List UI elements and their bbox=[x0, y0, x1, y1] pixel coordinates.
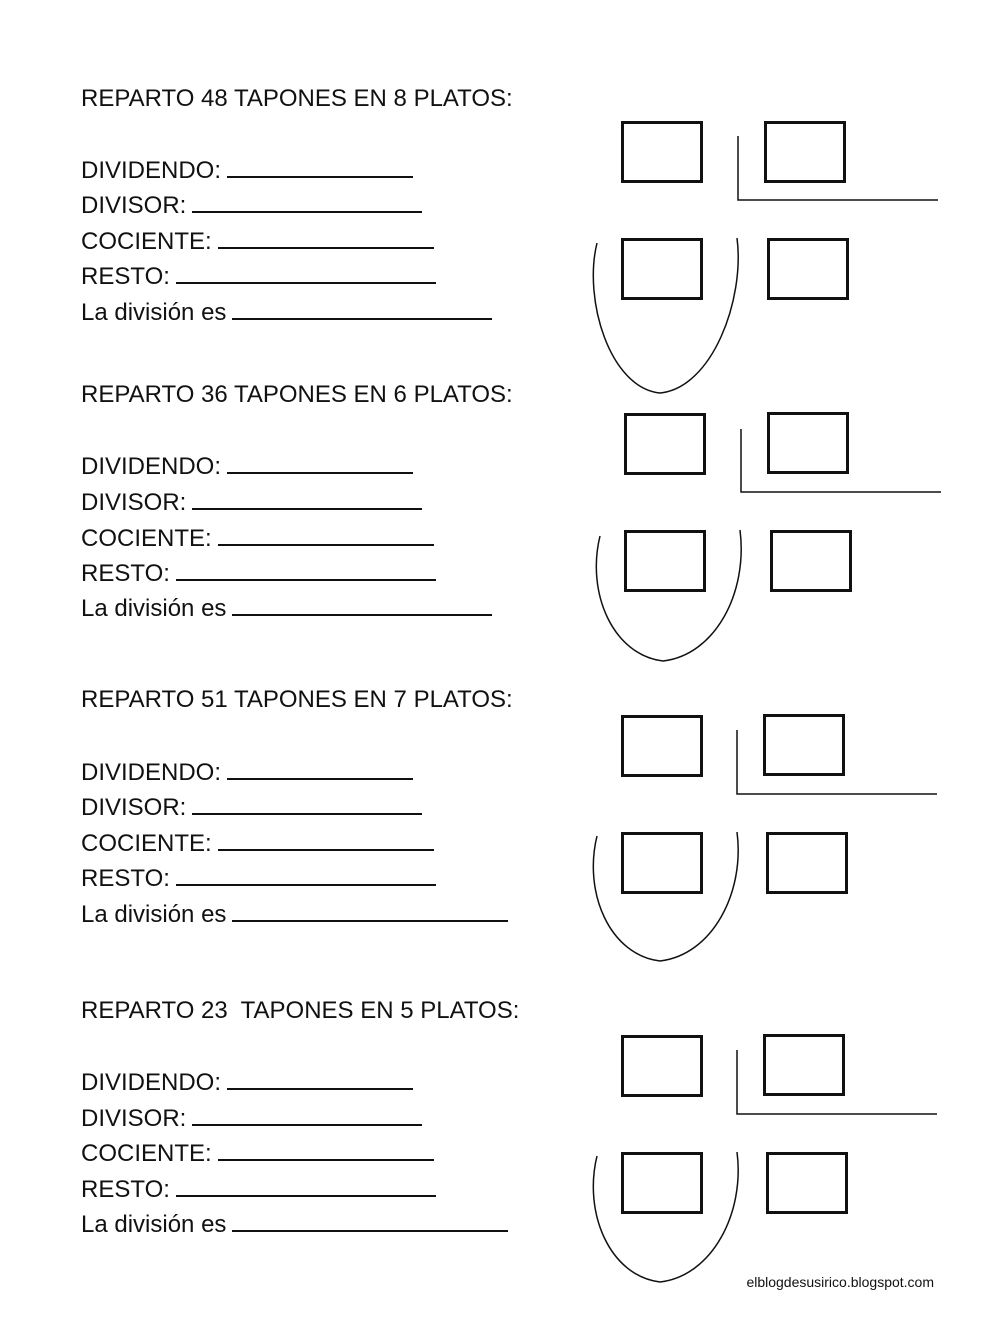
resto-label: RESTO: bbox=[81, 865, 170, 892]
problem-title: REPARTO 23 TAPONES EN 5 PLATOS: bbox=[81, 997, 520, 1024]
division-bracket bbox=[737, 1050, 937, 1114]
division-bracket bbox=[738, 136, 938, 200]
dividendo-label: DIVIDENDO: bbox=[81, 157, 222, 184]
divisor-label: DIVISOR: bbox=[81, 1105, 187, 1132]
division-bracket bbox=[741, 429, 941, 492]
resto-label: RESTO: bbox=[81, 560, 170, 587]
problem-title: REPARTO 36 TAPONES EN 6 PLATOS: bbox=[81, 381, 513, 408]
dividendo-label: DIVIDENDO: bbox=[81, 453, 222, 480]
division-label: La división es bbox=[81, 901, 227, 928]
division-label: La división es bbox=[81, 299, 227, 326]
cociente-label: COCIENTE: bbox=[81, 830, 212, 857]
remainder-curve bbox=[593, 1152, 738, 1282]
cociente-label: COCIENTE: bbox=[81, 1140, 212, 1167]
remainder-curve bbox=[593, 238, 738, 393]
divisor-label: DIVISOR: bbox=[81, 192, 187, 219]
remainder-curve bbox=[593, 832, 738, 961]
divisor-label: DIVISOR: bbox=[81, 489, 187, 516]
remainder-curve bbox=[596, 530, 741, 661]
footer-source-text: elblogdesusirico.blogspot.com bbox=[746, 1274, 934, 1290]
problem-title: REPARTO 48 TAPONES EN 8 PLATOS: bbox=[81, 85, 513, 112]
division-bracket bbox=[737, 730, 937, 794]
resto-label: RESTO: bbox=[81, 263, 170, 290]
problem-title: REPARTO 51 TAPONES EN 7 PLATOS: bbox=[81, 686, 513, 713]
dividendo-label: DIVIDENDO: bbox=[81, 1069, 222, 1096]
resto-label: RESTO: bbox=[81, 1176, 170, 1203]
division-label: La división es bbox=[81, 1211, 227, 1238]
cociente-label: COCIENTE: bbox=[81, 228, 212, 255]
division-label: La división es bbox=[81, 595, 227, 622]
dividendo-label: DIVIDENDO: bbox=[81, 759, 222, 786]
cociente-label: COCIENTE: bbox=[81, 525, 212, 552]
divisor-label: DIVISOR: bbox=[81, 794, 187, 821]
